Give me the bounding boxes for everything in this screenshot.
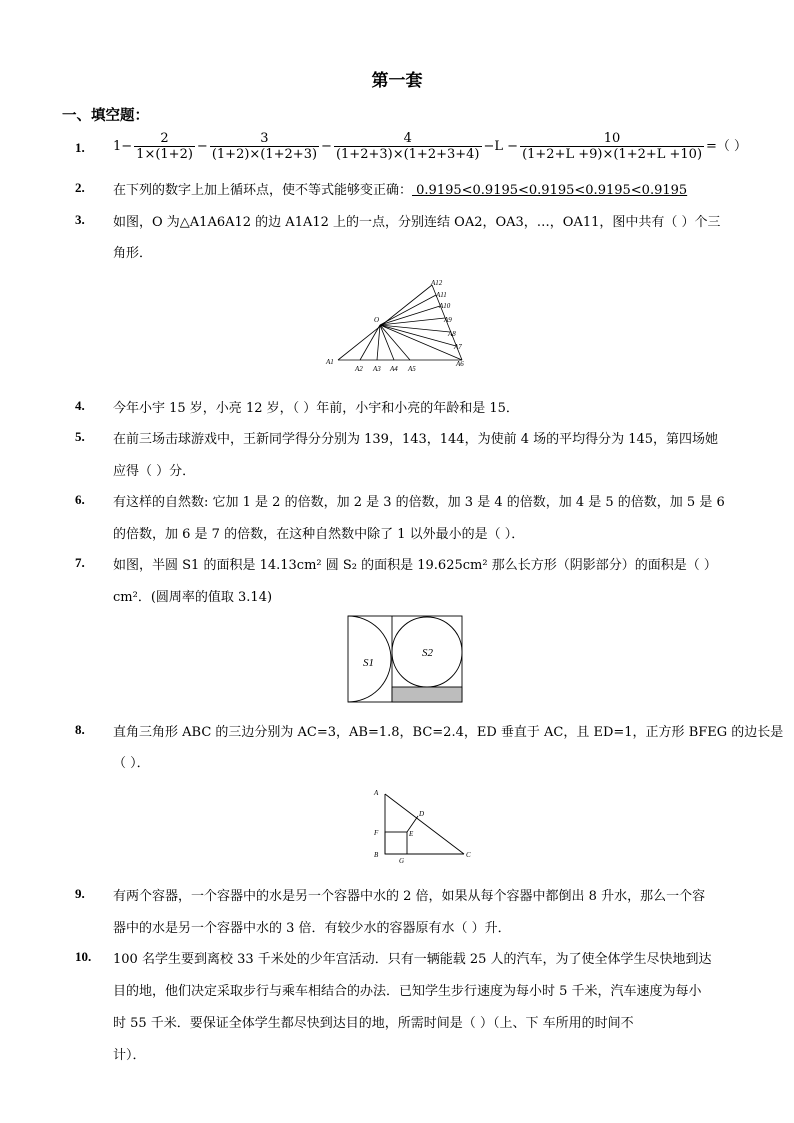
right-triangle-figure: [368, 786, 480, 866]
question-number-3: 3.: [75, 212, 85, 227]
question-number-1: 1.: [75, 140, 85, 155]
page-title: 第一套: [371, 71, 423, 91]
label-S2: S2: [422, 647, 433, 659]
question-3-line-2: 角形．: [113, 246, 153, 261]
q1-dots: −L −: [483, 139, 519, 154]
question-10-line-2: 目的地，他们决定采取步行与乘车相结合的办法．已知学生步行速度为每小时 5 千米，汽车速度为每小: [113, 984, 702, 999]
q1-fraction-1: $\frac{2}{1\times(1+2)}$: [136, 131, 193, 162]
question-10-line-1: 100 名学生要到离校 33 千米处的少年宫活动．只有一辆能载 25 人的汽车，为了使全体学生尽快地到达: [113, 952, 712, 967]
label-A3: A3: [373, 365, 381, 373]
q2-inequality: 0.9195<0.9195<0.9195<0.9195<0.9195: [412, 183, 688, 198]
question-number-9: 9.: [75, 886, 85, 901]
label-A6: A6: [456, 360, 464, 368]
question-9-line-2: 器中的水是另一个容器中水的 3 倍．有较少水的容器原有水（ ）升．: [113, 921, 511, 936]
question-number-4: 4.: [75, 398, 85, 413]
label-A7: A7: [454, 343, 462, 351]
question-5-line-1: 在前三场击球游戏中，王新同学得分分别为 139，143，144，为使前 4 场的平均得分为 145，第四场她: [113, 432, 719, 447]
question-8-line-2: （ ）．: [113, 756, 150, 771]
label-C: C: [466, 851, 471, 859]
question-6-line-2: 的倍数，加 6 是 7 的倍数，在这种自然数中除了 1 以外最小的是（ ）．: [113, 527, 525, 542]
question-2-text: 在下列的数字上加上循环点，使不等式能够变正确： 0.9195<0.9195<0.9195<0.9195<0.9195: [113, 183, 688, 198]
label-B: B: [374, 851, 379, 859]
question-number-6: 6.: [75, 492, 85, 507]
question-7-line-1: 如图，半圆 S1 的面积是 14.13cm² 圆 S₂ 的面积是 19.625cm² 那么长方形（阴影部分）的面积是（ ）: [113, 558, 717, 573]
q1-fraction-4: $\frac{10}{(1+2+L +9)\times(1+2+L +10)}$: [522, 131, 703, 162]
q1-fraction-3: $\frac{4}{(1+2+3)\times(1+2+3+4)}$: [335, 131, 480, 162]
label-D: D: [419, 810, 425, 818]
label-A8: A8: [448, 330, 456, 338]
question-6-line-1: 有这样的自然数: 它加 1 是 2 的倍数，加 2 是 3 的倍数，加 3 是 4 的倍数，加 4 是 5 的倍数，加 5 是 6: [113, 495, 725, 510]
fan-triangle-figure: [322, 276, 472, 374]
label-S1: S1: [363, 657, 374, 669]
question-3-line-1: 如图，O 为△A1A6A12 的边 A1A12 上的一点，分别连结 OA2，OA3，…，OA11，图中共有（ ）个三: [113, 215, 721, 230]
question-10-line-4: 计）．: [113, 1048, 146, 1063]
question-number-8: 8.: [75, 722, 85, 737]
label-A9: A9: [444, 316, 452, 324]
question-number-5: 5.: [75, 429, 85, 444]
question-number-7: 7.: [75, 555, 85, 570]
section-heading: 一、填空题：: [62, 107, 149, 124]
label-O: O: [374, 316, 380, 324]
label-A2: A2: [355, 365, 363, 373]
label-A4: A4: [390, 365, 398, 373]
question-10-line-3: 时 55 千米．要保证全体学生都尽快到达目的地，所需时间是（ ）（上、下 车所用的时间不: [113, 1016, 634, 1031]
question-4-text: 今年小宇 15 岁，小亮 12 岁，（ ）年前，小宇和小亮的年龄和是 15．: [113, 401, 519, 416]
question-8-line-1: 直角三角形 ABC 的三边分别为 AC=3，AB=1.8，BC=2.4，ED 垂直于 AC，且 ED=1，正方形 BFEG 的边长是: [113, 725, 784, 740]
label-A10: A10: [439, 302, 451, 310]
question-number-10: 10.: [75, 949, 92, 964]
question-9-line-1: 有两个容器，一个容器中的水是另一个容器中水的 2 倍，如果从每个容器中都倒出 8 升水，那么一个容: [113, 889, 706, 904]
label-G: G: [399, 857, 405, 865]
label-A11: A11: [436, 291, 447, 299]
q1-lead: 1−: [113, 139, 133, 154]
label-A5: A5: [408, 365, 416, 373]
circles-rectangle-figure: [346, 614, 466, 706]
question-5-line-2: 应得（ ）分．: [113, 464, 196, 479]
label-A1: A1: [326, 358, 334, 366]
label-E: E: [409, 830, 414, 838]
question-1-expression: 1− $\frac{2}{1\times(1+2)}$ − $\frac{3}{(1+2)\times(1+2+3)}$ − $\frac{4}{(1+2+3)\times(1+2+3+4)}$ −L − $\frac{10}{(1+2+L +9)\times(1+2+L +10)}$ =（ ）: [113, 131, 748, 162]
label-F: F: [374, 829, 379, 837]
question-number-2: 2.: [75, 180, 85, 195]
label-A12: A12: [431, 279, 443, 287]
q1-answer-blank: =（ ）: [706, 139, 748, 154]
label-A: A: [374, 789, 379, 797]
question-7-line-2: cm²．(圆周率的值取 3.14): [113, 590, 273, 605]
q1-fraction-2: $\frac{3}{(1+2)\times(1+2+3)}$: [211, 131, 318, 162]
